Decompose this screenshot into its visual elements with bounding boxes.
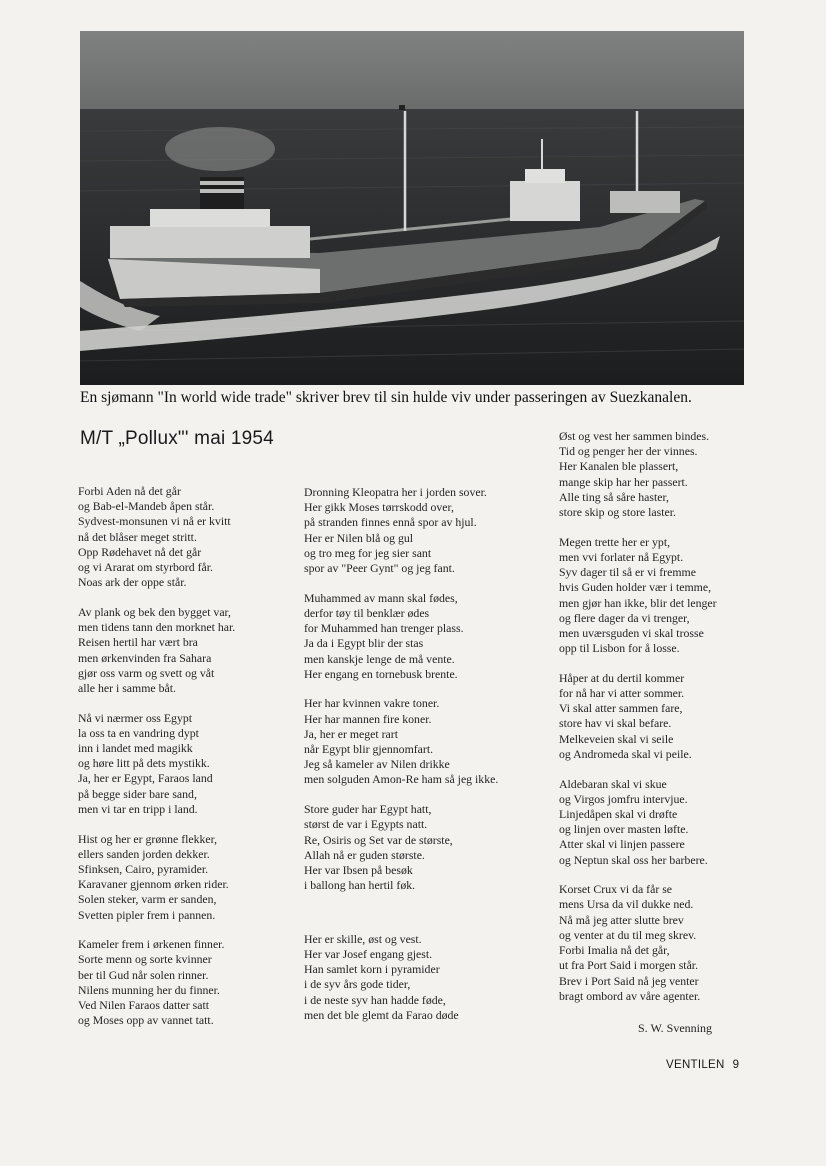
tanker-ship-photo [80, 31, 744, 385]
verse-line: Vi skal atter sammen fare, [559, 701, 683, 716]
stanza [304, 591, 544, 682]
verse-line: ellers sanden jorden dekker. [78, 846, 210, 861]
verse-line: Linjedåpen skal vi drøfte [559, 806, 678, 821]
verse-line: Her har mannen fire koner. [304, 711, 432, 726]
verse-line: og linjen over masten løfte. [559, 822, 689, 837]
stanza [78, 605, 298, 696]
verse-line: Re, Osiris og Set var de største, [304, 832, 453, 847]
verse-line: Opp Rødehavet nå det går [78, 544, 202, 559]
poem-column-3 [559, 429, 759, 1018]
page-number: 9 [732, 1059, 740, 1071]
verse-line: hvis Guden holder vær i temme, [559, 580, 712, 595]
stanza [559, 429, 759, 520]
verse-line: men vvi forlater nå Egypt. [559, 549, 684, 564]
verse-line: men tidens tann den morknet har. [78, 620, 236, 635]
verse-line: og Moses opp av vannet tatt. [78, 1013, 214, 1028]
verse-line: Her er skille, øst og vest. [304, 931, 422, 946]
stanza [78, 937, 298, 1028]
stanza [304, 932, 544, 1023]
page-footer [666, 1059, 739, 1071]
verse-line: størst de var i Egypts natt. [304, 817, 428, 832]
verse-line: ber til Gud når solen rinner. [78, 967, 209, 982]
verse-line: Forbi Imalia nå det går, [559, 943, 670, 958]
verse-line: og venter at du til meg skrev. [559, 927, 697, 942]
verse-line: mange skip har her passert. [559, 474, 688, 489]
verse-line: Aldebaran skal vi skue [559, 776, 667, 791]
verse-line: derfor tøy til benklær ødes [304, 605, 430, 620]
verse-line: men gjør han ikke, blir det lenger [559, 595, 717, 610]
verse-line: og Bab-el-Mandeb åpen står. [78, 499, 215, 514]
verse-line: Muhammed av mann skal fødes, [304, 590, 458, 605]
verse-line: for nå har vi atter sommer. [559, 686, 685, 701]
verse-line: alle her i samme båt. [78, 680, 176, 695]
verse-line: men vi tar en tripp i land. [78, 801, 198, 816]
verse-line: inn i landet med magikk [78, 741, 193, 756]
verse-line: men det ble glemt da Farao døde [304, 1007, 459, 1022]
poem-title: M/T „Pollux"' mai 1954 [80, 428, 274, 449]
verse-line: Her engang en tornebusk brente. [304, 666, 458, 681]
verse-line: Brev i Port Said nå jeg venter [559, 973, 699, 988]
stanza [304, 485, 544, 576]
verse-line: Hist og her er grønne flekker, [78, 831, 218, 846]
verse-line: Nå må jeg atter slutte brev [559, 912, 684, 927]
verse-line: Svetten pipler frem i pannen. [78, 907, 216, 922]
verse-line: Her var Ibsen på besøk [304, 862, 413, 877]
verse-line: mens Ursa da vil dukke ned. [559, 897, 694, 912]
stanza [559, 882, 759, 1004]
verse-line: men ørkenvinden fra Sahara [78, 650, 212, 665]
verse-line: Kameler frem i ørkenen finner. [78, 937, 225, 952]
verse-line: og Neptun skal oss her barbere. [559, 852, 708, 867]
verse-line: spor av "Peer Gynt" og jeg fant. [304, 561, 455, 576]
verse-line: Melkeveien skal vi seile [559, 731, 674, 746]
verse-line: på begge sider bare sand, [78, 786, 197, 801]
verse-line: Ja, her er Egypt, Faraos land [78, 771, 213, 786]
poem-column-1 [78, 484, 298, 1043]
verse-line: Allah nå er guden største. [304, 847, 425, 862]
verse-line: men kanskje lenge de må vente. [304, 651, 455, 666]
verse-line: og høre litt på dets mystikk. [78, 756, 210, 771]
verse-line: Alle ting så såre haster, [559, 489, 669, 504]
poem-column-2 [304, 485, 544, 1038]
photo-caption: En sjømann "In world wide trade" skriver brev til sin hulde viv under passeringen av Suezkanalen. [80, 389, 692, 406]
stanza [559, 671, 759, 762]
stanza [78, 832, 298, 923]
verse-line: Her har kvinnen vakre toner. [304, 696, 440, 711]
verse-line: Reisen hertil har vært bra [78, 635, 198, 650]
verse-line: Nilens munning her du finner. [78, 982, 220, 997]
verse-line: Store guder har Egypt hatt, [304, 802, 432, 817]
verse-line: Jeg så kameler av Nilen drikke [304, 757, 450, 772]
verse-line: i de neste syv han hadde føde, [304, 992, 446, 1007]
verse-line: Solen steker, varm er sanden, [78, 892, 217, 907]
verse-line: Nå vi nærmer oss Egypt [78, 710, 193, 725]
author-signature: S. W. Svenning [638, 1021, 713, 1035]
verse-line: når Egypt blir gjennomfart. [304, 742, 434, 757]
verse-line: store skip og store laster. [559, 505, 676, 520]
verse-line: Sydvest-monsunen vi nå er kvitt [78, 514, 231, 529]
verse-line: bragt ombord av våre agenter. [559, 988, 701, 1003]
verse-line: men uværsguden vi skal trosse [559, 625, 704, 640]
verse-line: i ballong han hertil føk. [304, 878, 416, 893]
verse-line: Tid og penger her der vinnes. [559, 444, 698, 459]
verse-line: nå det blåser meget stritt. [78, 529, 197, 544]
verse-line: Øst og vest her sammen bindes. [559, 429, 710, 443]
verse-line: Her er Nilen blå og gul [304, 530, 414, 545]
verse-line: Håper at du dertil kommer [559, 670, 685, 685]
verse-line: i de syv års gode tider, [304, 977, 411, 992]
verse-line: Sorte menn og sorte kvinner [78, 952, 212, 967]
verse-line: Ved Nilen Faraos datter satt [78, 998, 210, 1013]
verse-line: Forbi Aden nå det går [78, 484, 181, 498]
verse-line: Dronning Kleopatra her i jorden sover. [304, 485, 487, 499]
verse-line: Han samlet korn i pyramider [304, 962, 440, 977]
verse-line: på stranden finnes ennå spor av hjul. [304, 515, 477, 530]
verse-line: store hav vi skal befare. [559, 716, 672, 731]
verse-line: for Muhammed han trenger plass. [304, 621, 464, 636]
verse-line: og Andromeda skal vi peile. [559, 746, 692, 761]
verse-line: opp til Lisbon for å losse. [559, 641, 680, 656]
stanza [304, 696, 544, 787]
magazine-name: VENTILEN [666, 1059, 725, 1071]
verse-line: Korset Crux vi da får se [559, 882, 673, 897]
verse-line: og Virgos jomfru intervjue. [559, 791, 688, 806]
verse-line: Atter skal vi linjen passere [559, 837, 685, 852]
verse-line: Noas ark der oppe står. [78, 575, 187, 590]
stanza [304, 802, 544, 893]
verse-line: Her gikk Moses tørrskodd over, [304, 500, 454, 515]
verse-line: og vi Ararat om styrbord får. [78, 560, 213, 575]
verse-line: Her Kanalen ble plassert, [559, 459, 679, 474]
verse-line: gjør oss varm og svett og våt [78, 665, 215, 680]
verse-line: la oss ta en vandring dypt [78, 725, 199, 740]
verse-line: men solguden Amon-Re ham så jeg ikke. [304, 772, 499, 787]
stanza [559, 535, 759, 657]
verse-line: Sfinksen, Cairo, pyramider. [78, 861, 209, 876]
verse-line: og flere dager da vi trenger, [559, 610, 690, 625]
verse-line: Karavaner gjennom ørken rider. [78, 877, 229, 892]
verse-line: Her var Josef engang gjest. [304, 947, 433, 962]
stanza [559, 777, 759, 868]
verse-line: Ja, her er meget rart [304, 726, 398, 741]
verse-line: ut fra Port Said i morgen står. [559, 958, 699, 973]
verse-line: Av plank og bek den bygget var, [78, 604, 231, 619]
stanza [78, 711, 298, 817]
verse-line: Megen trette her er ypt, [559, 534, 671, 549]
verse-line: Ja da i Egypt blir der stas [304, 636, 424, 651]
stanza [78, 484, 298, 590]
verse-line: Syv dager til så er vi fremme [559, 565, 696, 580]
verse-line: og tro meg for jeg sier sant [304, 545, 432, 560]
